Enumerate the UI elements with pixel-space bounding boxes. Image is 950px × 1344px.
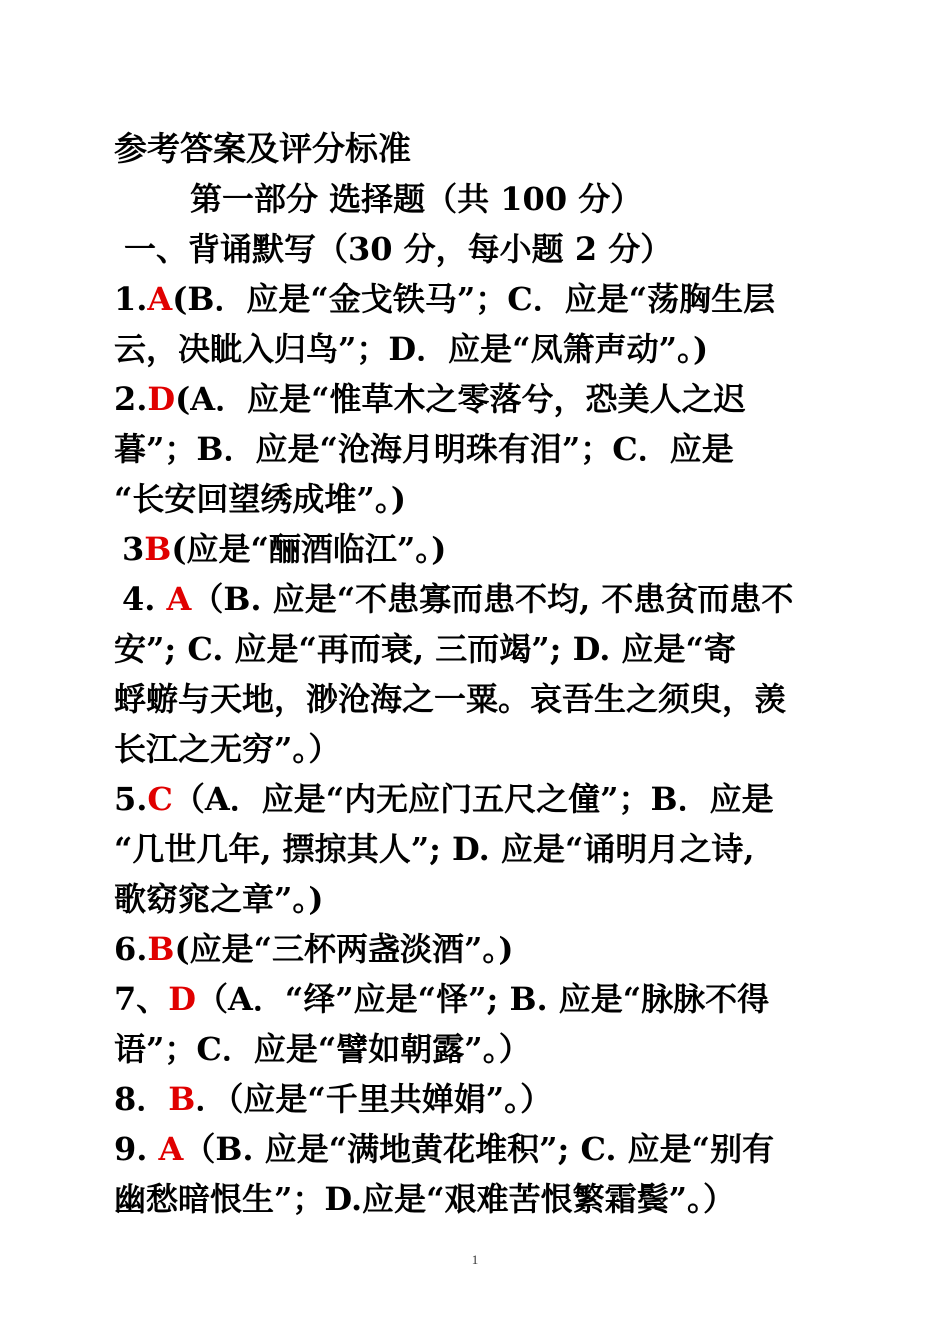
answer-letter: C	[147, 780, 173, 818]
answer-letter: B	[147, 930, 175, 968]
question-number: 1.	[114, 280, 148, 318]
doc-title: 参考答案及评分标准	[114, 129, 411, 168]
question-7	[114, 974, 844, 1074]
question-explanation-line: ．（应是“千里共婵娟”。）	[195, 1080, 553, 1118]
question-number: 9.	[114, 1130, 159, 1168]
question-explanation-line: （A．应是“内无应门五尺之僮”；B．应是	[172, 780, 774, 818]
question-number: 2.	[114, 380, 148, 418]
question-explanation-line: （B. 应是“满地黄花堆积”; C. 应是“别有	[183, 1130, 775, 1168]
question-explanation-line: “长安回望绣成堆”。)	[114, 480, 406, 518]
answer-letter: B	[168, 1080, 196, 1118]
question-number: 4.	[122, 580, 167, 618]
answer-letter: A	[166, 580, 192, 618]
question-6	[114, 924, 844, 974]
question-explanation-line: 暮”；B．应是“沧海月明珠有泪”；C．应是	[114, 430, 734, 468]
question-explanation-line: 安”; C. 应是“再而衰, 三而竭”; D. 应是“寄	[114, 630, 736, 668]
question-explanation-line: 云，决眦入归鸟”；D．应是“凤箫声动”。)	[114, 330, 709, 368]
page-number: 1	[471, 1252, 479, 1267]
part-title: 第一部分 选择题（共 100 分）	[190, 180, 643, 218]
question-9	[114, 1124, 844, 1224]
question-explanation-line: 长江之无穷”。）	[114, 730, 341, 768]
answer-letter: B	[144, 530, 172, 568]
answer-letter: A	[147, 280, 173, 318]
answer-letter: A	[158, 1130, 184, 1168]
section-title: 一、背诵默写（30 分，每小题 2 分）	[124, 230, 673, 268]
question-explanation-line: （A．“绎”应是“怿”; B. 应是“脉脉不得	[196, 980, 770, 1018]
question-explanation-line: (B．应是“金戈铁马”；C．应是“荡胸生层	[172, 280, 776, 318]
question-1	[114, 274, 844, 374]
question-4	[114, 574, 844, 774]
question-explanation-line: 幽愁暗恨生”；D.应是“艰难苦恨繁霜鬓”。）	[114, 1180, 735, 1218]
question-explanation-line: (应是“三杯两盏淡酒”。)	[174, 930, 514, 968]
question-explanation-line: 歌窈窕之章”。)	[114, 880, 324, 918]
question-2	[114, 374, 844, 524]
question-explanation-line: “几世几年, 摽掠其人”; D. 应是“诵明月之诗,	[114, 830, 755, 868]
question-number: 5.	[114, 780, 148, 818]
question-explanation-line: 语”；C．应是“譬如朝露”。）	[114, 1030, 531, 1068]
question-3	[114, 524, 844, 574]
question-number: 8．	[114, 1080, 169, 1118]
question-explanation-line: (A．应是“惟草木之零落兮，恐美人之迟	[175, 380, 746, 418]
answer-letter: D	[147, 380, 176, 418]
question-explanation-line: （B. 应是“不患寡而患不均, 不患贫而患不	[191, 580, 794, 618]
answer-key-content	[114, 124, 844, 1224]
question-explanation-line: (应是“酾酒临江”。)	[171, 530, 447, 568]
question-number: 6.	[114, 930, 148, 968]
answer-letter: D	[168, 980, 197, 1018]
question-8	[114, 1074, 844, 1124]
question-number: 3	[122, 530, 145, 568]
question-5	[114, 774, 844, 924]
question-explanation-line: 蜉蝣与天地，渺沧海之一粟。哀吾生之须臾，羡	[114, 680, 787, 718]
question-number: 7、	[114, 980, 169, 1018]
